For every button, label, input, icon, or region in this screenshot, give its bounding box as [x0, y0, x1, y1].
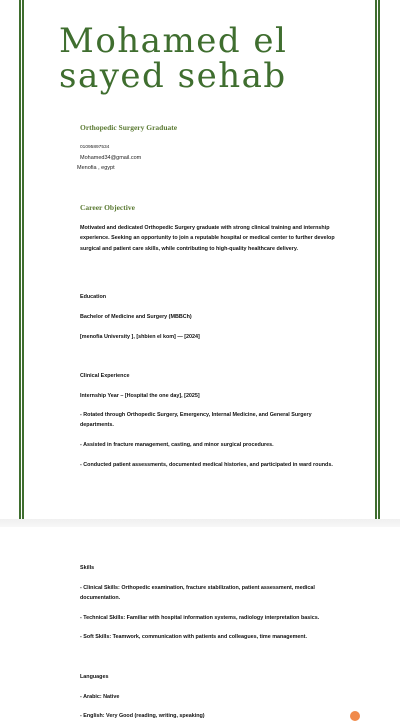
- internship-title: Internship Year – [Hospital the one day], [2025]: [80, 393, 200, 399]
- experience-item: - Rotated through Orthopedic Surgery, Emergency, Internal Medicine, and General Surgery departments.: [80, 412, 312, 429]
- career-objective-text: Motivated and dedicated Orthopedic Surgery graduate with strong clinical training and internship experience. Seeking an opportunity to join a reputable hospital or medical center to further develop surgical and patient care skills, while contributing to high-quality healthcare delivery.: [80, 225, 335, 252]
- location: Menofia , egypt: [77, 165, 115, 171]
- candidate-name: Mohamed el sayed sehab: [59, 21, 288, 96]
- language-item: - English: Very Good (reading, writing, speaking): [80, 713, 205, 719]
- left-border-outer: [19, 0, 21, 519]
- phone-number: 01095897534: [80, 145, 110, 150]
- left-border-inner: [22, 0, 24, 519]
- language-item: - Arabic: Native: [80, 694, 120, 700]
- experience-item: - Conducted patient assessments, documented medical histories, and participated in ward rounds.: [80, 462, 333, 468]
- skill-item: - Soft Skills: Teamwork, communication with patients and colleagues, time management.: [80, 634, 307, 640]
- skill-item: - Technical Skills: Familiar with hospital information systems, radiology interpretation basics.: [80, 615, 320, 621]
- right-border-outer: [378, 0, 380, 519]
- floating-action-dot[interactable]: [350, 711, 360, 721]
- languages-heading: Languages: [80, 674, 109, 680]
- clinical-experience-heading: Clinical Experience: [80, 373, 130, 379]
- page-gap: [0, 519, 400, 527]
- skill-item: - Clinical Skills: Orthopedic examination, fracture stabilization, patient assessment, medical documentation.: [80, 585, 315, 602]
- education-heading: Education: [80, 294, 107, 300]
- skills-heading: Skills: [80, 565, 95, 571]
- headline: Orthopedic Surgery Graduate: [80, 123, 178, 132]
- education-degree: Bachelor of Medicine and Surgery (MBBCh): [80, 314, 192, 320]
- right-border-inner: [375, 0, 377, 519]
- career-objective-heading: Career Objective: [80, 203, 135, 212]
- education-institution: [menofia University ], [shbien el kom] — [2024]: [80, 334, 200, 340]
- email-address: Mohamed34@gmail.com: [80, 155, 142, 161]
- experience-item: - Assisted in fracture management, casting, and minor surgical procedures.: [80, 442, 274, 448]
